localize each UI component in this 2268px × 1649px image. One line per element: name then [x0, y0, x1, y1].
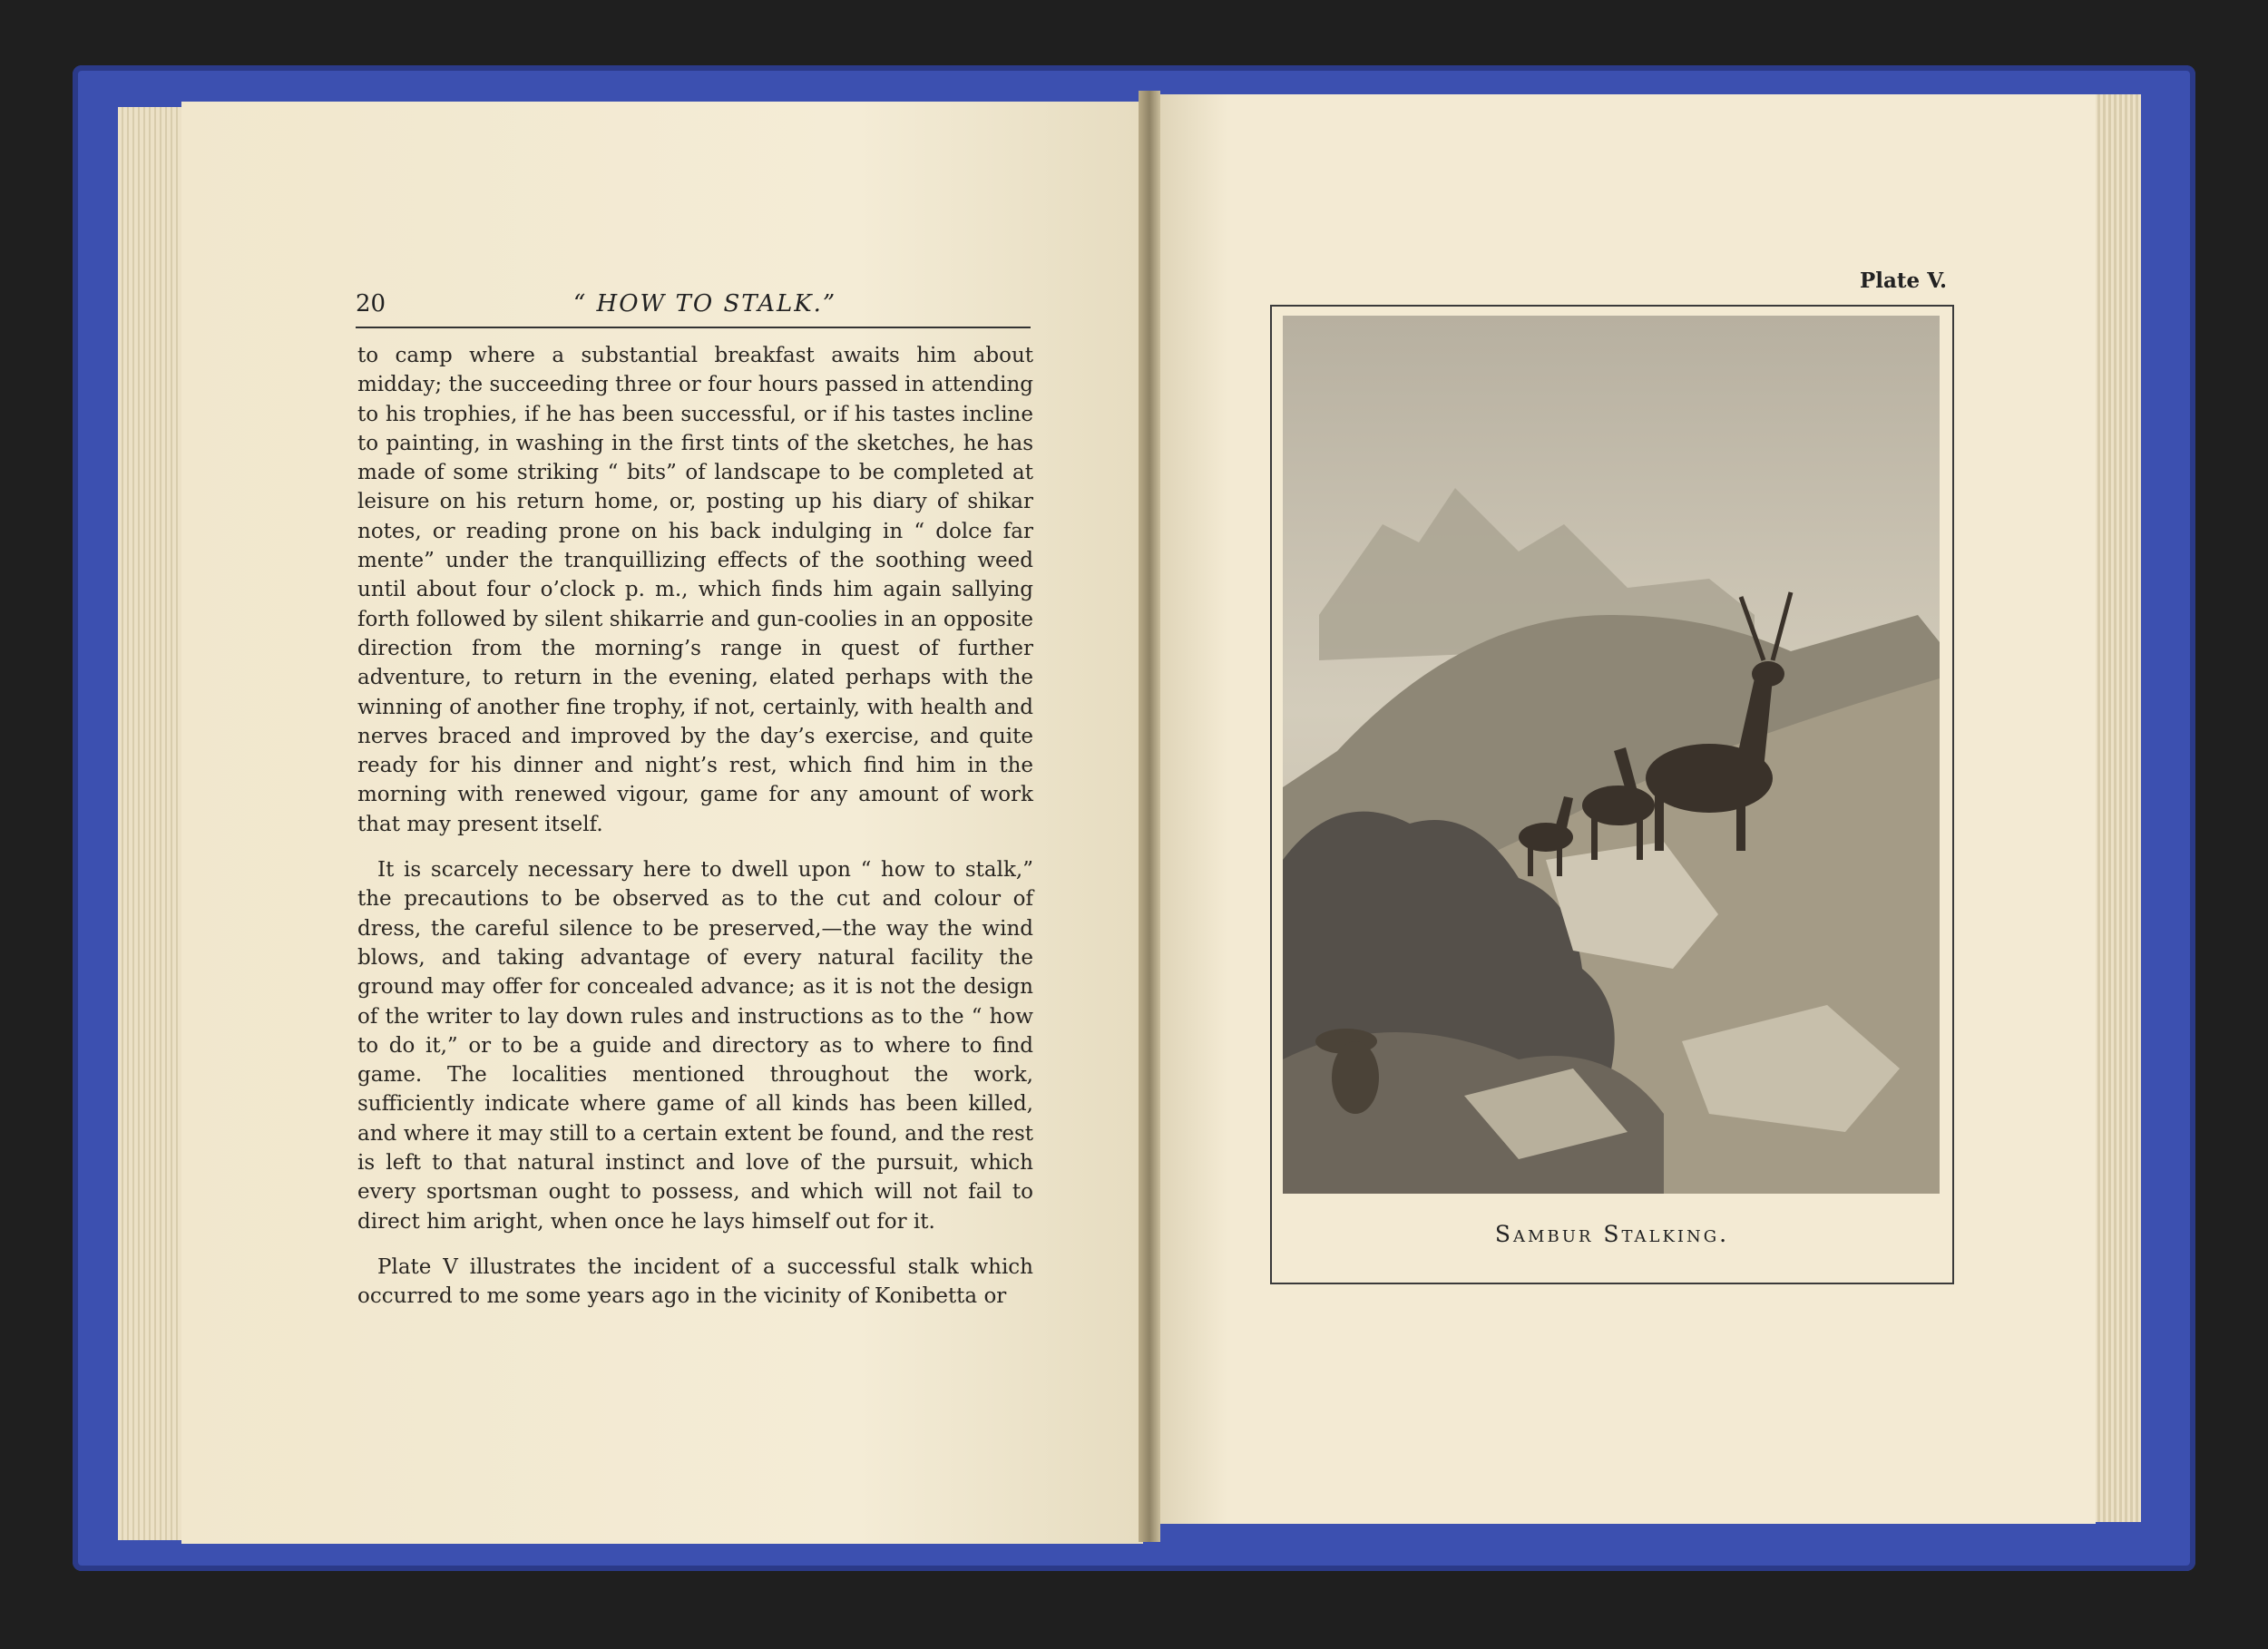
- page-number: 20: [356, 290, 386, 317]
- page-edges-left: [118, 107, 191, 1540]
- plate-photograph: [1283, 316, 1940, 1194]
- plate-caption: Sambur Stalking.: [1494, 1221, 1730, 1247]
- plate-label: Plate V.: [1860, 268, 1948, 293]
- paragraph-3: Plate V illustrates the incident of a successful stalk which occurred to me some years ago in the vicinity of Konibetta or: [357, 1254, 1033, 1309]
- body-text: [357, 341, 1033, 1312]
- sambur-stalking-illustration: [1283, 316, 1940, 1194]
- running-title: “ HOW TO STALK.”: [573, 290, 837, 317]
- paragraph-1: to camp where a substantial breakfast awaits him about midday; the succeeding three or four hours passed in attending to his trophies, if he has been successful, or if his tastes incline to painting, in washing in the first tints of the sketches, he has made of some striking “ bits” of landscape to be completed at leisure on his return home, or, posting up his diary of shikar notes, or reading prone on his back indulging in “ dolce far mente” under the tranquillizing effects of the soothing weed until about four o’clock p. m., which finds him again sallying forth followed by silent shikarrie and gun-coolies in an opposite direction from the morning’s range in quest of further adventure, to return in the evening, elated perhaps with the winning of another fine trophy, if not, certainly, with health and nerves braced and improved by the day’s exercise, and quite ready for his dinner and night’s rest, which find him in the morning with renewed vigour, game for any amount of work that may present itself.: [357, 344, 1033, 836]
- book-gutter: [1139, 91, 1160, 1542]
- running-head: [356, 287, 1031, 328]
- paragraph-2: It is scarcely necessary here to dwell upon “ how to stalk,” the precautions to be observed as to the cut and colour of dress, the careful silence to be preserved,—the way the wind blows, and taking advantage of every natural facility the ground may offer for concealed advance; as it is not the design of the writer to lay down rules and instructions as to the “ how to do it,” or to be a guide and directory as to where to find game. The localities mentioned throughout the work, sufficiently indicate where game of all kinds has been killed, and where it may still to a certain extent be found, and the rest is left to that natural instinct and love of the pursuit, which every sportsman ought to possess, and which will not fail to direct him aright, when once he lays himself out for it.: [357, 858, 1033, 1234]
